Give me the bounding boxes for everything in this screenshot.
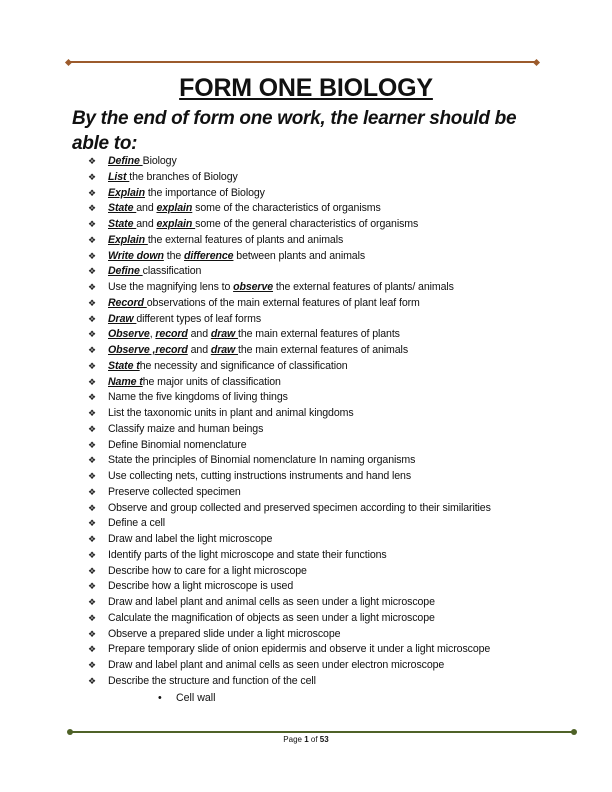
diamond-bullet-icon: ❖	[88, 471, 96, 481]
diamond-bullet-icon: ❖	[88, 187, 96, 198]
objective-keyword: Name t	[108, 375, 143, 388]
objective-item	[88, 642, 558, 658]
objective-item	[88, 359, 558, 375]
page-title: FORM ONE BIOLOGY	[179, 74, 433, 102]
diamond-bullet-icon: ❖	[88, 439, 96, 450]
objective-keyword: State	[108, 202, 137, 215]
footer-divider-line	[70, 731, 574, 733]
divider-end-diamond-icon	[533, 58, 540, 65]
diamond-bullet-icon: ❖	[88, 408, 96, 418]
objective-text: Draw and label plant and animal cells as seen under electron microscope	[108, 659, 445, 671]
objective-text: he necessity and significance of classification	[139, 359, 348, 372]
objective-text: he major units of classification	[142, 375, 281, 388]
header-divider-line	[69, 61, 536, 63]
objective-keyword: Explain	[108, 233, 148, 246]
objective-keyword: Define	[108, 265, 143, 278]
objective-keyword: Record	[108, 296, 147, 309]
objective-item	[88, 564, 558, 580]
objective-item	[88, 327, 558, 343]
objective-text: Draw and label plant and animal cells as seen under a light microscope	[108, 596, 435, 608]
total-pages-number: 53	[319, 735, 329, 744]
diamond-bullet-icon: ❖	[88, 660, 96, 670]
diamond-bullet-icon: ❖	[88, 219, 96, 229]
objective-text: the branches of Biology	[129, 170, 238, 183]
objective-text: State the principles of Binomial nomenclature In naming organisms	[108, 454, 416, 467]
objective-text: the importance of Biology	[144, 186, 265, 199]
objective-text: and	[136, 218, 157, 230]
diamond-bullet-icon: ❖	[88, 297, 96, 308]
objective-item	[88, 658, 558, 674]
objective-text: Preserve collected specimen	[108, 485, 241, 498]
objective-text: observations of the main external features of plant leaf form	[146, 296, 420, 309]
objective-text: different types of leaf forms	[136, 312, 262, 325]
objective-item	[88, 201, 558, 217]
diamond-bullet-icon: ❖	[88, 675, 96, 686]
objective-text: classification	[142, 265, 202, 278]
diamond-bullet-icon: ❖	[88, 313, 96, 324]
diamond-bullet-icon: ❖	[88, 597, 96, 607]
diamond-bullet-icon: ❖	[88, 486, 96, 497]
objective-item	[88, 469, 558, 485]
page-footer	[0, 735, 612, 744]
diamond-bullet-icon: ❖	[88, 502, 96, 513]
objective-item	[88, 548, 558, 564]
objective-keyword: List	[108, 170, 130, 183]
objective-keyword: Define	[108, 155, 143, 167]
objective-text: Name the five kingdoms of living things	[108, 391, 288, 404]
objective-item	[88, 249, 558, 265]
diamond-bullet-icon: ❖	[88, 329, 96, 340]
diamond-bullet-icon: ❖	[88, 534, 96, 544]
sub-item	[158, 691, 215, 706]
objective-text: and	[187, 328, 211, 341]
objective-item	[88, 390, 558, 406]
objective-item	[88, 438, 558, 454]
objective-item	[88, 233, 558, 249]
objective-text: and	[136, 202, 157, 215]
diamond-bullet-icon: ❖	[88, 612, 96, 623]
diamond-bullet-icon: ❖	[88, 455, 96, 466]
diamond-bullet-icon: ❖	[88, 250, 96, 261]
diamond-bullet-icon: ❖	[88, 423, 96, 434]
objective-item	[88, 501, 558, 517]
diamond-bullet-icon: ❖	[88, 266, 96, 277]
diamond-bullet-icon: ❖	[88, 234, 96, 245]
objective-keyword: Draw	[108, 312, 137, 325]
objective-text: ,	[149, 328, 156, 341]
round-bullet-icon: •	[158, 692, 162, 704]
diamond-bullet-icon: ❖	[88, 171, 96, 182]
objective-item	[88, 375, 558, 391]
objective-text: Describe how a light microscope is used	[108, 580, 294, 593]
cell-structure-sublist	[158, 691, 215, 706]
objectives-list	[88, 154, 558, 690]
objective-text: and	[187, 344, 211, 356]
objective-text: the external features of plants and animals	[147, 233, 344, 246]
objective-keyword: Explain	[108, 186, 145, 199]
objective-keyword: explain	[156, 202, 193, 215]
page-label: Page	[283, 735, 302, 744]
objective-keyword: observe	[233, 281, 274, 293]
objective-item	[88, 217, 558, 233]
objective-item	[88, 485, 558, 501]
diamond-bullet-icon: ❖	[88, 644, 96, 655]
objective-text: the external features of plants/ animals	[273, 281, 454, 293]
diamond-bullet-icon: ❖	[88, 518, 96, 529]
objective-text: Define Binomial nomenclature	[108, 438, 247, 451]
objective-keyword: Write down	[108, 249, 164, 262]
diamond-bullet-icon: ❖	[88, 360, 96, 371]
objective-text: Prepare temporary slide of onion epidermis and observe it under a light microscope	[108, 643, 491, 656]
objective-text: the	[163, 249, 185, 262]
objective-keyword: State t	[108, 359, 140, 372]
objective-item	[88, 264, 558, 280]
diamond-bullet-icon: ❖	[88, 392, 96, 403]
objective-text: Observe and group collected and preserved specimen according to their similarities	[108, 501, 491, 514]
objective-item	[88, 579, 558, 595]
diamond-bullet-icon: ❖	[88, 581, 96, 592]
objective-text: Define a cell	[108, 517, 165, 530]
objective-text: Use the magnifying lens to	[108, 281, 234, 293]
diamond-bullet-icon: ❖	[88, 628, 96, 639]
objective-text: Use collecting nets, cutting instructions instruments and hand lens	[108, 470, 412, 482]
objective-item	[88, 280, 558, 296]
objective-text: the main external features of animals	[238, 344, 409, 356]
objective-item	[88, 453, 558, 469]
objective-text: Draw and label the light microscope	[108, 533, 273, 545]
objective-item	[88, 532, 558, 548]
sub-item-text: Cell wall	[176, 692, 216, 704]
objective-item	[88, 312, 558, 328]
objective-keyword: Observe	[108, 328, 150, 341]
divider-end-diamond-icon	[65, 58, 72, 65]
objective-text: Describe how to care for a light microscope	[108, 564, 307, 577]
diamond-bullet-icon: ❖	[88, 549, 96, 560]
objective-item	[88, 627, 558, 643]
objective-text: Observe a prepared slide under a light microscope	[108, 627, 341, 640]
objective-text: Biology	[142, 155, 177, 167]
objective-text: Describe the structure and function of the cell	[108, 674, 316, 687]
objective-item	[88, 296, 558, 312]
objective-item	[88, 406, 558, 422]
objective-item	[88, 154, 558, 170]
objective-item	[88, 343, 558, 359]
objective-item	[88, 611, 558, 627]
objective-text: some of the characteristics of organisms	[192, 202, 381, 215]
diamond-bullet-icon: ❖	[88, 156, 96, 166]
objective-text: some of the general characteristics of organisms	[195, 218, 419, 230]
diamond-bullet-icon: ❖	[88, 376, 96, 387]
objective-keyword: record	[155, 328, 188, 341]
objective-text: the main external features of plants	[238, 328, 400, 341]
page-subtitle: By the end of form one work, the learner should be able to:	[72, 108, 517, 154]
objective-text: Identify parts of the light microscope and state their functions	[108, 548, 387, 561]
objective-keyword: Observe ,record	[108, 344, 188, 356]
current-page-number: 1	[304, 735, 309, 744]
diamond-bullet-icon: ❖	[88, 203, 96, 214]
objective-text: between plants and animals	[233, 249, 366, 262]
objective-item	[88, 674, 558, 690]
objective-item	[88, 516, 558, 532]
objective-item	[88, 186, 558, 202]
objective-item	[88, 422, 558, 438]
objective-text: List the taxonomic units in plant and animal kingdoms	[108, 407, 354, 419]
diamond-bullet-icon: ❖	[88, 565, 96, 576]
diamond-bullet-icon: ❖	[88, 282, 96, 292]
objective-keyword: draw	[210, 328, 238, 341]
objective-text: Classify maize and human beings	[108, 422, 264, 435]
objective-keyword: explain	[156, 218, 196, 230]
objective-text: Calculate the magnification of objects as seen under a light microscope	[108, 611, 435, 624]
objective-keyword: draw	[210, 344, 238, 356]
objective-keyword: difference	[184, 249, 234, 262]
objective-item	[88, 170, 558, 186]
of-label: of	[310, 735, 318, 744]
objective-item	[88, 595, 558, 611]
diamond-bullet-icon: ❖	[88, 345, 96, 355]
objective-keyword: State	[108, 218, 137, 230]
